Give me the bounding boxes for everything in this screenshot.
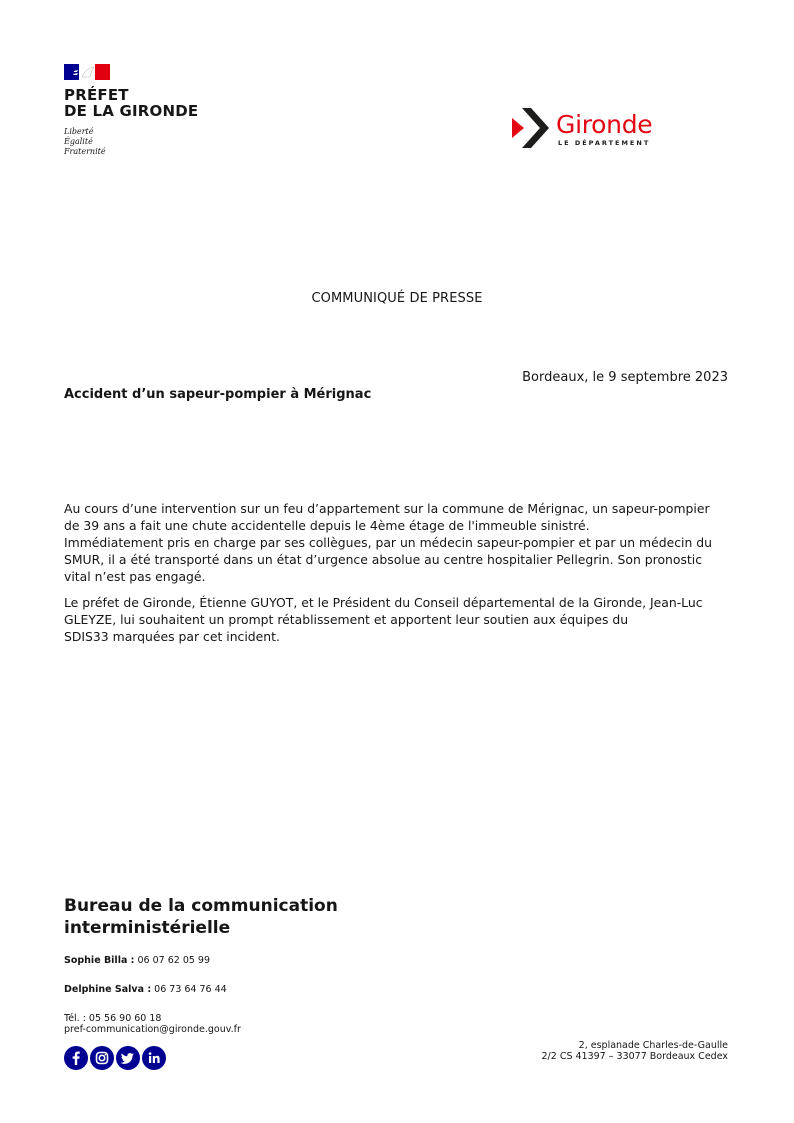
paragraph-1 (64, 500, 739, 585)
address-line-1: 2, esplanade Charles-de-Gaulle (578, 1040, 728, 1051)
paragraph-line: GLEYZE, lui souhaitent un prompt rétablissement et apportent leur soutien aux équipes du (64, 612, 629, 627)
body-text (64, 500, 739, 654)
bureau-title (64, 895, 338, 939)
document-date: Bordeaux, le 9 septembre 2023 (522, 370, 728, 385)
paragraph-line: SMUR, il a été transporté dans un état d’urgence absolue au centre hospitalier Pellegrin. Son pronostic (64, 552, 703, 567)
devise-fraternite: Fraternité (64, 147, 106, 156)
facebook-icon[interactable] (64, 1046, 88, 1070)
document-type: COMMUNIQUÉ DE PRESSE (311, 291, 483, 306)
paragraph-2 (64, 594, 739, 645)
instagram-icon[interactable] (90, 1046, 114, 1070)
office-email[interactable]: pref-communication@gironde.gouv.fr (64, 1024, 241, 1035)
marianne-logo (64, 64, 110, 80)
address-line-2: 2/2 CS 41397 – 33077 Bordeaux Cedex (541, 1051, 728, 1062)
address (542, 1040, 728, 1062)
contact-delphine (64, 984, 227, 995)
paragraph-line: vital n’est pas engagé. (64, 569, 206, 584)
devise (64, 127, 106, 157)
contact-sophie (64, 955, 210, 966)
paragraph-line: Au cours d’une intervention sur un feu d’appartement sur la commune de Mérignac, un sapeur-pompier (64, 501, 710, 516)
prefet-line-2: DE LA GIRONDE (64, 102, 199, 120)
contact-name: Delphine Salva : (64, 984, 152, 995)
social-icons (64, 1046, 166, 1070)
paragraph-line: de 39 ans a fait une chute accidentelle depuis le 4ème étage de l'immeuble sinistré. (64, 518, 590, 533)
bureau-line-2: interministérielle (64, 918, 231, 938)
devise-egalite: Égalité (64, 137, 93, 146)
devise-liberte: Liberté (64, 127, 94, 136)
contact-name: Sophie Billa : (64, 955, 135, 966)
contact-phone: 06 73 64 76 44 (151, 984, 227, 995)
gironde-logo-word: Gironde (556, 110, 653, 139)
contact-phone: 06 07 62 05 99 (134, 955, 211, 966)
prefet-line-1: PRÉFET (64, 86, 129, 104)
headline: Accident d’un sapeur-pompier à Mérignac (64, 387, 372, 402)
gironde-logo-subtitle: LE DÉPARTEMENT (558, 139, 651, 147)
prefet-title (64, 87, 198, 119)
contact-office (64, 1013, 241, 1035)
bureau-line-1: Bureau de la communication (64, 896, 338, 916)
paragraph-line: Le préfet de Gironde, Étienne GUYOT, et le Président du Conseil départemental de la Gironde, Jean-Luc (64, 595, 703, 610)
twitter-icon[interactable] (116, 1046, 140, 1070)
paragraph-line: SDIS33 marquées par cet incident. (64, 629, 280, 644)
linkedin-icon[interactable] (142, 1046, 166, 1070)
paragraph-line: Immédiatement pris en charge par ses collègues, par un médecin sapeur-pompier et par un médecin du (64, 535, 712, 550)
office-phone: Tél. : 05 56 90 60 18 (64, 1013, 162, 1024)
